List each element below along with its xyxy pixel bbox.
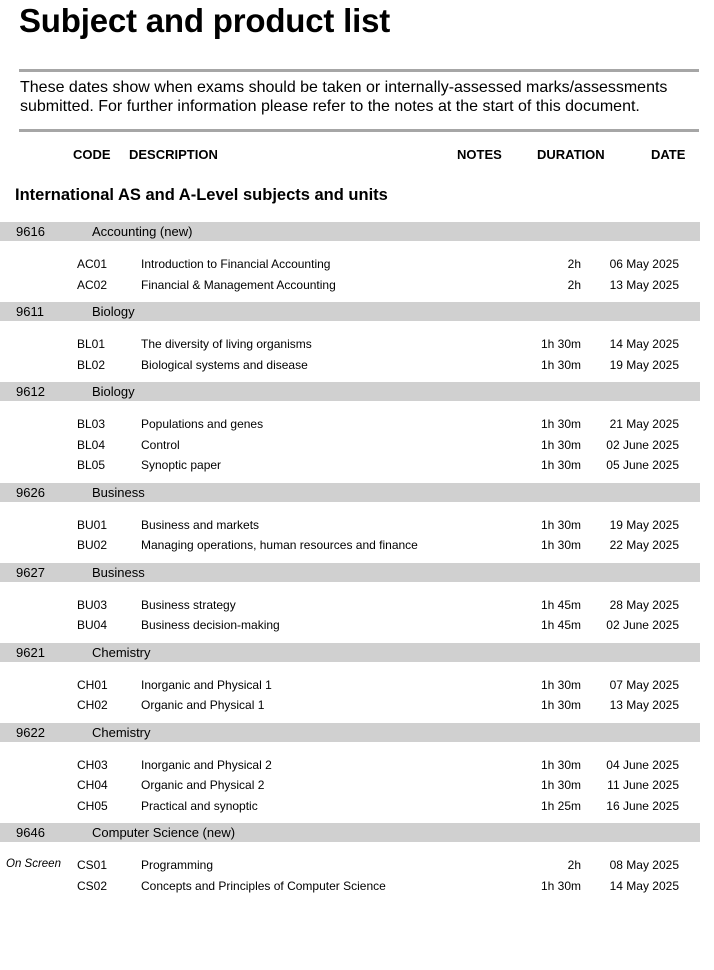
unit-description: Business strategy bbox=[141, 597, 236, 612]
subject-code: 9621 bbox=[16, 644, 45, 660]
column-header-description: DESCRIPTION bbox=[129, 147, 218, 162]
unit-duration: 1h 30m bbox=[540, 538, 581, 552]
unit-code: BL01 bbox=[77, 337, 106, 351]
unit-duration: 1h 30m bbox=[540, 357, 581, 372]
subject-code: 9611 bbox=[16, 304, 44, 319]
unit-date: 02 June 2025 bbox=[606, 618, 679, 632]
unit-code: CH02 bbox=[77, 698, 108, 712]
unit-duration: 1h 30m bbox=[540, 417, 581, 431]
unit-date: 14 May 2025 bbox=[609, 337, 679, 351]
unit-date: 04 June 2025 bbox=[606, 757, 679, 772]
unit-description: Inorganic and Physical 2 bbox=[141, 757, 272, 772]
unit-date: 21 May 2025 bbox=[609, 417, 679, 431]
unit-row bbox=[0, 356, 714, 374]
unit-row bbox=[0, 676, 714, 694]
unit-row bbox=[0, 276, 714, 294]
unit-description: Populations and genes bbox=[141, 417, 264, 431]
unit-duration: 1h 30m bbox=[540, 517, 581, 532]
unit-code: CH05 bbox=[77, 798, 108, 813]
subject-name: Biology bbox=[92, 384, 135, 399]
unit-description: Introduction to Financial Accounting bbox=[141, 257, 331, 271]
unit-date: 16 June 2025 bbox=[606, 798, 679, 813]
subject-band bbox=[0, 483, 700, 502]
unit-duration: 2h bbox=[567, 277, 581, 292]
subject-code: 9612 bbox=[16, 384, 45, 399]
unit-description: Business and markets bbox=[141, 517, 260, 532]
unit-code: CS02 bbox=[77, 878, 108, 893]
unit-code: BU04 bbox=[77, 618, 108, 632]
unit-date: 13 May 2025 bbox=[609, 277, 679, 292]
unit-description: Concepts and Principles of Computer Science bbox=[141, 878, 386, 893]
subject-name: Chemistry bbox=[92, 644, 151, 660]
unit-row bbox=[0, 756, 714, 774]
unit-row bbox=[0, 696, 714, 714]
unit-row bbox=[0, 415, 714, 433]
unit-date: 07 May 2025 bbox=[609, 677, 679, 692]
unit-description: Organic and Physical 1 bbox=[141, 698, 265, 712]
subject-name: Computer Science (new) bbox=[92, 825, 236, 840]
unit-duration: 1h 30m bbox=[540, 778, 581, 792]
unit-code: BL03 bbox=[77, 417, 106, 431]
unit-row bbox=[0, 255, 714, 273]
unit-date: 06 May 2025 bbox=[609, 257, 679, 271]
subject-band bbox=[0, 643, 700, 662]
unit-date: 14 May 2025 bbox=[609, 878, 679, 893]
unit-description: The diversity of living organisms bbox=[141, 337, 312, 351]
unit-code: BL05 bbox=[77, 458, 106, 472]
unit-code: BU03 bbox=[77, 597, 108, 612]
subject-code: 9616 bbox=[16, 224, 45, 239]
unit-row bbox=[0, 456, 714, 474]
subject-name: Business bbox=[92, 484, 145, 500]
unit-description: Programming bbox=[141, 858, 214, 872]
unit-date: 02 June 2025 bbox=[606, 437, 679, 452]
unit-description: Control bbox=[141, 437, 180, 452]
column-header-code: CODE bbox=[73, 147, 111, 162]
unit-row bbox=[0, 856, 714, 874]
unit-row bbox=[0, 596, 714, 614]
unit-duration: 1h 30m bbox=[540, 757, 581, 772]
unit-date: 08 May 2025 bbox=[609, 858, 679, 872]
unit-row bbox=[0, 797, 714, 815]
unit-date: 22 May 2025 bbox=[609, 538, 679, 552]
unit-date: 11 June 2025 bbox=[607, 778, 679, 792]
unit-code: AC01 bbox=[77, 257, 108, 271]
column-header-notes: NOTES bbox=[457, 147, 502, 162]
unit-duration: 1h 45m bbox=[540, 597, 581, 612]
subject-band bbox=[0, 823, 700, 842]
unit-row bbox=[0, 436, 714, 454]
subject-name: Accounting (new) bbox=[92, 224, 193, 239]
subject-code: 9627 bbox=[16, 564, 45, 580]
unit-description: Organic and Physical 2 bbox=[141, 778, 265, 792]
unit-date: 19 May 2025 bbox=[609, 517, 679, 532]
unit-duration: 1h 25m bbox=[540, 798, 581, 813]
unit-description: Managing operations, human resources and finance bbox=[141, 538, 418, 552]
unit-description: Synoptic paper bbox=[141, 458, 222, 472]
subject-code: 9646 bbox=[16, 825, 45, 840]
page-title: Subject and product list bbox=[19, 2, 391, 39]
section-title: International AS and A-Level subjects and units bbox=[15, 186, 388, 204]
unit-row bbox=[0, 516, 714, 534]
unit-duration: 1h 45m bbox=[540, 618, 581, 632]
unit-row bbox=[0, 335, 714, 353]
subject-band bbox=[0, 382, 700, 401]
unit-duration: 1h 30m bbox=[540, 878, 581, 893]
subject-name: Chemistry bbox=[92, 724, 151, 740]
unit-date: 28 May 2025 bbox=[609, 597, 679, 612]
unit-code: CH03 bbox=[77, 757, 108, 772]
unit-code: BU02 bbox=[77, 538, 108, 552]
column-header-duration: DURATION bbox=[537, 147, 605, 162]
unit-duration: 1h 30m bbox=[540, 337, 581, 351]
unit-duration: 2h bbox=[567, 257, 581, 271]
unit-duration: 1h 30m bbox=[540, 698, 581, 712]
unit-code: BL02 bbox=[77, 357, 106, 372]
subject-code: 9622 bbox=[16, 724, 45, 740]
column-header-date: DATE bbox=[651, 147, 686, 162]
unit-description: Inorganic and Physical 1 bbox=[141, 677, 272, 692]
unit-code: AC02 bbox=[77, 277, 108, 292]
unit-date: 19 May 2025 bbox=[609, 357, 679, 372]
unit-description: Biological systems and disease bbox=[141, 357, 308, 372]
unit-duration: 1h 30m bbox=[540, 458, 581, 472]
unit-row bbox=[0, 536, 714, 554]
unit-row bbox=[0, 877, 714, 895]
subject-band bbox=[0, 563, 700, 582]
unit-code: BU01 bbox=[77, 517, 108, 532]
unit-duration: 2h bbox=[567, 858, 581, 872]
subject-code: 9626 bbox=[16, 484, 45, 500]
unit-row bbox=[0, 616, 714, 634]
unit-description: Practical and synoptic bbox=[141, 798, 258, 813]
intro-text: These dates show when exams should be taken or internally-assessed marks/assessments submitted. For further information please refer to the notes at the start of this document. bbox=[20, 79, 668, 115]
subject-name: Business bbox=[92, 564, 145, 580]
unit-description: Financial & Management Accounting bbox=[141, 277, 336, 292]
unit-code: BL04 bbox=[77, 437, 106, 452]
unit-date: 13 May 2025 bbox=[609, 698, 679, 712]
unit-code: CH01 bbox=[77, 677, 108, 692]
unit-duration: 1h 30m bbox=[540, 677, 581, 692]
unit-date: 05 June 2025 bbox=[606, 458, 679, 472]
unit-code: CS01 bbox=[77, 858, 108, 872]
subject-band bbox=[0, 302, 700, 321]
unit-code: CH04 bbox=[77, 778, 108, 792]
unit-duration: 1h 30m bbox=[540, 437, 581, 452]
unit-note: On Screen bbox=[6, 858, 61, 870]
subject-band bbox=[0, 222, 700, 241]
unit-row bbox=[0, 776, 714, 794]
subject-band bbox=[0, 723, 700, 742]
subject-name: Biology bbox=[92, 304, 135, 319]
unit-description: Business decision-making bbox=[141, 618, 280, 632]
